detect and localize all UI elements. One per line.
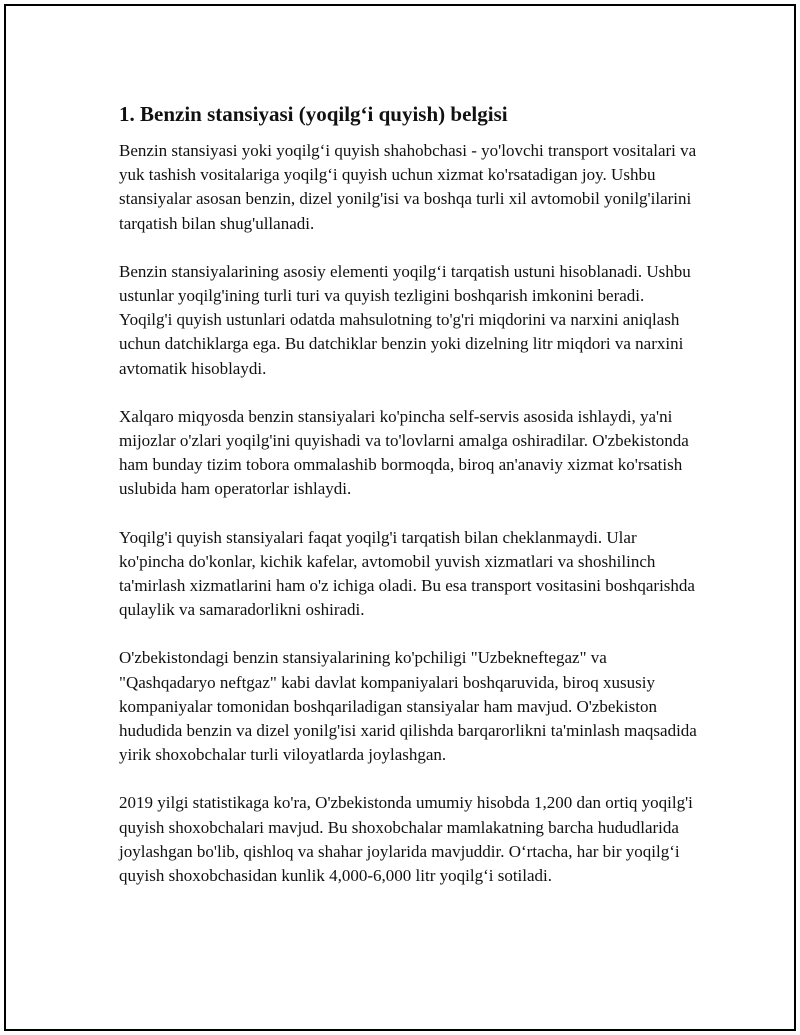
document-body <box>119 101 699 912</box>
paragraph-services: Yoqilg'i quyish stansiyalari faqat yoqilg'i tarqatish bilan cheklanmaydi. Ular ko'pincha do'konlar, kichik kafelar, avtomobil yuvish xizmatlari va shoshilinch ta'mirlash xizmatlarini ham o'z ichiga oladi. Bu esa transport vositasini boshqarishda qulaylik va samaradorlikni oshiradi. <box>119 527 695 620</box>
paragraph-statistics: 2019 yilgi statistikaga ko'ra, O'zbekistonda umumiy hisobda 1,200 dan ortiq yoqilg'i quyish shoxobchalari mavjud. Bu shoxobchalar mamlakatning barcha hududlarida joylashgan bo'lib, qishloq va shahar joylarida mavjuddir. O‘rtacha, har bir yoqilg‘i quyish shoxobchasidan kunlik 4,000-6,000 litr yoqilg‘i sotiladi. <box>119 793 693 886</box>
paragraph-intro: Benzin stansiyasi yoki yoqilg‘i quyish shahobchasi - yo'lovchi transport vositalari va yuk tashish vositalariga yoqilg‘i quyish uchun xizmat ko'rsatadigan joy. Ushbu stansiyalar asosan benzin, dizel yonilg'isi va boshqa turli xil avtomobil yonilg'ilarini tarqatish bilan shug'ullanadi. <box>119 141 697 233</box>
paragraph-self-service: Xalqaro miqyosda benzin stansiyalari ko'pincha self-servis asosida ishlaydi, ya'ni mijozlar o'zlari yoqilg'ini quyishadi va to'lovlarni amalga oshiradilar. O'zbekistonda ham bunday tizim tobora ommalashib bormoqda, biroq an'anaviy xizmat ko'rsatish uslubida ham operatorlar ishlaydi. <box>119 406 689 499</box>
document-heading: 1. Benzin stansiyasi (yoqilg‘i quyish) belgisi <box>119 102 508 126</box>
paragraph-dispenser: Benzin stansiyalarining asosiy elementi yoqilg‘i tarqatish ustuni hisoblanadi. Ushbu ustunlar yoqilg'ining turli turi va quyish tezligini boshqarish imkonini beradi. Yoqilg'i quyish ustunlari odatda mahsulotning to'g'ri miqdorini va narxini aniqlash uchun datchiklarga ega. Bu datchiklar benzin yoki dizelning litr miqdori va narxini avtomatik hisoblaydi. <box>119 261 691 378</box>
paragraph-companies: O'zbekistondagi benzin stansiyalarining ko'pchiligi "Uzbekneftegaz" va "Qashqadaryo neftgaz" kabi davlat kompaniyalari boshqaruvida, biroq xususiy kompaniyalar tomonidan boshqariladigan stansiyalar ham mavjud. O'zbekiston hududida benzin va dizel yonilg'isi xarid qilishda barqarorlikni ta'minlash maqsadida yirik shoxobchalar turli viloyatlarda joylashgan. <box>119 648 697 765</box>
page-frame <box>4 4 796 1031</box>
